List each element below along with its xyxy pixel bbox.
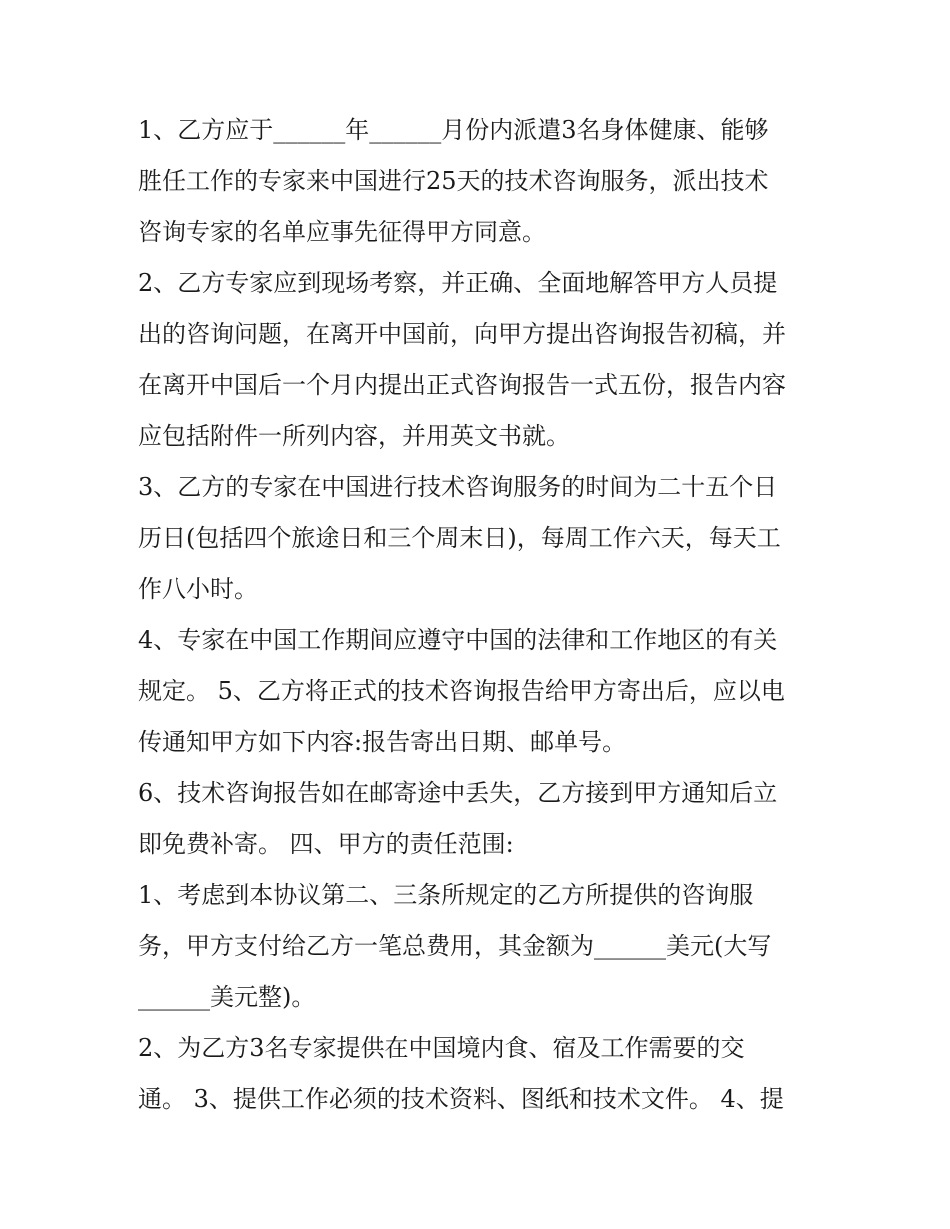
text-line: 即免费补寄。 四、甲方的责任范围: <box>138 830 514 858</box>
text-line: 6、技术咨询报告如在邮寄途中丢失，乙方接到甲方通知后立 <box>138 779 778 807</box>
text-line: 2、为乙方3名专家提供在中国境内食、宿及工作需要的交 <box>138 1034 745 1062</box>
text-line: 3、乙方的专家在中国进行技术咨询服务的时间为二十五个日 <box>138 473 778 501</box>
text-line: 胜任工作的专家来中国进行25天的技术咨询服务，派出技术 <box>138 167 769 195</box>
text-line: 规定。 5、乙方将正式的技术咨询报告给甲方寄出后，应以电 <box>138 677 785 705</box>
text-line: 作八小时。 <box>138 575 258 603</box>
text-line: 出的咨询问题，在离开中国前，向甲方提出咨询报告初稿，并 <box>138 320 786 348</box>
text-line: 2、乙方专家应到现场考察，并正确、全面地解答甲方人员提 <box>138 269 778 297</box>
text-line: 历日(包括四个旅途日和三个周末日)，每周工作六天，每天工 <box>138 524 781 552</box>
document-body <box>138 107 818 1127</box>
text-line: 传通知甲方如下内容:报告寄出日期、邮单号。 <box>138 728 627 756</box>
text-line: ______美元整)。 <box>138 983 316 1011</box>
text-line: 1、乙方应于______年______月份内派遣3名身体健康、能够 <box>138 116 769 144</box>
text-line: 务，甲方支付给乙方一笔总费用，其金额为______美元(大写 <box>138 932 772 960</box>
text-line: 1、考虑到本协议第二、三条所规定的乙方所提供的咨询服 <box>138 881 754 909</box>
text-line: 在离开中国后一个月内提出正式咨询报告一式五份，报告内容 <box>138 371 786 399</box>
text-line: 通。 3、提供工作必须的技术资料、图纸和技术文件。 4、提 <box>138 1085 784 1113</box>
text-line: 4、专家在中国工作期间应遵守中国的法律和工作地区的有关 <box>138 626 778 654</box>
text-line: 咨询专家的名单应事先征得甲方同意。 <box>138 218 546 246</box>
text-line: 应包括附件一所列内容，并用英文书就。 <box>138 422 570 450</box>
